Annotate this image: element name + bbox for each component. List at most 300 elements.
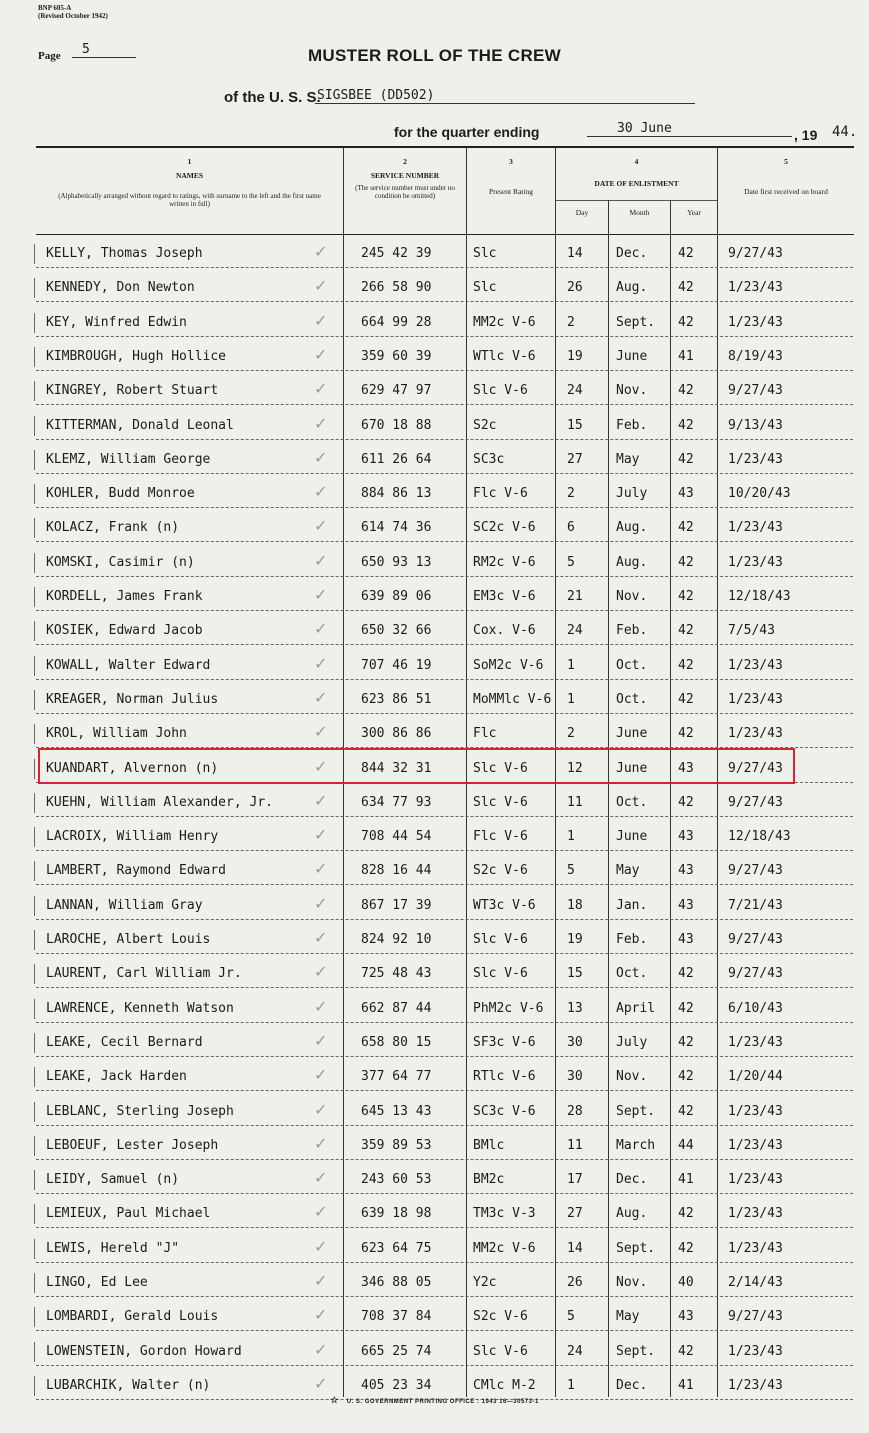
row-rule — [36, 816, 853, 817]
service-number: 266 58 90 — [361, 280, 432, 296]
enlist-month: Sept. — [616, 1343, 656, 1359]
header-names-title: NAMES — [175, 171, 204, 180]
present-rating: RM2c V-6 — [473, 554, 536, 570]
enlist-year: 42 — [678, 1206, 694, 1222]
service-number: 623 86 51 — [361, 691, 432, 707]
enlist-month: April — [616, 1000, 656, 1016]
enlist-day: 27 — [567, 451, 583, 467]
service-number: 405 23 34 — [361, 1377, 432, 1393]
service-number: 708 37 84 — [361, 1309, 432, 1325]
date-received: 7/5/43 — [728, 623, 775, 639]
printing-office-footer — [0, 1395, 869, 1406]
present-rating: S2c V-6 — [473, 863, 528, 879]
row-margin-mark — [34, 999, 35, 1019]
check-mark-icon: ✓ — [314, 996, 328, 1016]
table-row — [36, 444, 853, 474]
header-enlist-num: 4 — [634, 157, 639, 166]
highlighted-row-box — [38, 748, 795, 784]
present-rating: Y2c — [473, 1275, 497, 1290]
enlist-month: Aug. — [616, 1206, 648, 1222]
enlist-month: July — [616, 1034, 648, 1050]
enlist-year: 43 — [678, 486, 694, 502]
service-number: 650 32 66 — [361, 623, 432, 639]
table-row — [36, 1096, 853, 1126]
header-enlist — [556, 158, 717, 188]
enlist-year: 42 — [678, 623, 694, 639]
header-service-note: (The service number must under no condition be omitted) — [355, 184, 455, 200]
header-received — [718, 158, 854, 196]
date-received: 1/23/43 — [728, 520, 783, 536]
check-mark-icon: ✓ — [314, 1133, 328, 1153]
present-rating: S2c — [473, 417, 497, 433]
enlist-year: 43 — [678, 932, 694, 947]
date-received: 1/23/43 — [728, 726, 783, 742]
service-number: 346 88 05 — [361, 1275, 432, 1290]
crew-name: KELLY, Thomas Joseph — [46, 246, 203, 261]
check-mark-icon: ✓ — [314, 413, 328, 433]
present-rating: Flc — [473, 726, 497, 742]
date-received: 9/27/43 — [728, 794, 783, 810]
service-number: 650 93 13 — [361, 554, 432, 570]
enlist-year: 43 — [678, 1309, 694, 1325]
row-rule — [36, 1296, 853, 1297]
row-margin-mark — [34, 1239, 35, 1259]
row-margin-mark — [34, 1307, 35, 1327]
crew-name: LEMIEUX, Paul Michael — [46, 1206, 211, 1222]
service-number: 629 47 97 — [361, 383, 432, 399]
row-rule — [36, 1125, 853, 1126]
enlist-day: 5 — [567, 554, 575, 570]
present-rating: Cox. V-6 — [473, 623, 536, 639]
row-rule — [36, 1022, 853, 1023]
service-number: 670 18 88 — [361, 417, 432, 433]
row-margin-mark — [34, 1204, 35, 1224]
enlist-day: 24 — [567, 1343, 583, 1359]
check-mark-icon: ✓ — [314, 722, 328, 742]
footer-text: U. S. GOVERNMENT PRINTING OFFICE : 1943 16—30573-1 — [346, 1399, 539, 1405]
crew-name: KUANDART, Alvernon (n) — [46, 760, 219, 776]
table-row — [36, 650, 853, 680]
date-received: 8/19/43 — [728, 348, 783, 364]
enlist-day: 13 — [567, 1000, 583, 1016]
present-rating: CMlc M-2 — [473, 1377, 536, 1393]
enlist-day: 26 — [567, 1275, 583, 1290]
date-received: 1/23/43 — [728, 451, 783, 467]
service-number: 611 26 64 — [361, 451, 432, 467]
enlist-day: 2 — [567, 314, 575, 330]
row-rule — [36, 1193, 853, 1194]
header-service — [344, 158, 466, 200]
header-names — [36, 158, 343, 208]
check-mark-icon: ✓ — [314, 447, 328, 467]
service-number: 614 74 36 — [361, 520, 432, 536]
service-number: 645 13 43 — [361, 1103, 432, 1119]
row-margin-mark — [34, 553, 35, 573]
enlist-day: 14 — [567, 1240, 583, 1256]
date-received: 9/27/43 — [728, 760, 783, 776]
row-rule — [36, 713, 853, 714]
present-rating: Flc V-6 — [473, 486, 528, 502]
row-margin-mark — [34, 347, 35, 367]
date-received: 9/27/43 — [728, 1309, 783, 1325]
row-margin-mark — [34, 1170, 35, 1190]
crew-name: LEBOEUF, Lester Joseph — [46, 1137, 219, 1153]
present-rating: PhM2c V-6 — [473, 1000, 544, 1016]
table-row — [36, 1336, 853, 1366]
table-row — [36, 993, 853, 1023]
service-number: 708 44 54 — [361, 829, 432, 845]
ship-label: of the U. S. S. — [224, 89, 321, 106]
date-received: 1/23/43 — [728, 1240, 783, 1256]
enlist-day: 15 — [567, 966, 583, 982]
header-received-title: Date first received on board — [744, 187, 828, 196]
check-mark-icon: ✓ — [314, 242, 328, 261]
check-mark-icon: ✓ — [314, 1236, 328, 1256]
present-rating: BM2c — [473, 1172, 505, 1188]
enlist-month: June — [616, 726, 648, 742]
enlist-year: 42 — [678, 520, 694, 536]
row-margin-mark — [34, 313, 35, 333]
present-rating: SC2c V-6 — [473, 520, 536, 536]
row-rule — [36, 1330, 853, 1331]
table-row — [36, 307, 853, 337]
table-row — [36, 1130, 853, 1160]
page-label: Page — [38, 50, 61, 62]
present-rating: MM2c V-6 — [473, 314, 536, 330]
enlist-day: 1 — [567, 829, 575, 845]
service-number: 707 46 19 — [361, 657, 432, 673]
row-margin-mark — [34, 1102, 35, 1122]
table-row — [36, 410, 853, 440]
check-mark-icon: ✓ — [314, 962, 328, 982]
check-mark-icon: ✓ — [314, 276, 328, 296]
header-rating-title: Present Rating — [489, 187, 533, 196]
table-row — [36, 821, 853, 851]
enlist-month: June — [616, 348, 648, 364]
row-rule — [36, 850, 853, 851]
enlist-day: 5 — [567, 1309, 575, 1325]
row-margin-mark — [34, 690, 35, 710]
service-number: 243 60 53 — [361, 1172, 432, 1188]
header-service-num: 2 — [403, 157, 407, 166]
date-received: 1/23/43 — [728, 657, 783, 673]
date-received: 9/27/43 — [728, 246, 783, 261]
date-received: 12/18/43 — [728, 589, 791, 604]
enlist-month: Dec. — [616, 246, 648, 261]
check-mark-icon: ✓ — [314, 928, 328, 947]
header-enlist-day: Day — [575, 208, 589, 217]
date-received: 7/21/43 — [728, 897, 783, 913]
present-rating: S2c V-6 — [473, 1309, 528, 1325]
enlist-month: Aug. — [616, 520, 648, 536]
crew-name: LAWRENCE, Kenneth Watson — [46, 1000, 234, 1016]
header-rating — [467, 158, 555, 196]
enlist-month: Oct. — [616, 966, 648, 982]
enlist-day: 27 — [567, 1206, 583, 1222]
date-received: 1/23/43 — [728, 1137, 783, 1153]
present-rating: Slc V-6 — [473, 794, 528, 810]
enlist-year: 42 — [678, 246, 694, 261]
check-mark-icon: ✓ — [314, 1099, 328, 1119]
table-row — [36, 512, 853, 542]
crew-name: KLEMZ, William George — [46, 451, 211, 467]
row-margin-mark — [34, 930, 35, 950]
enlist-day: 6 — [567, 520, 575, 536]
enlist-month: May — [616, 451, 640, 467]
row-margin-mark — [34, 1376, 35, 1396]
present-rating: MoMMlc V-6 — [473, 691, 552, 707]
present-rating: SC3c — [473, 451, 505, 467]
table-row — [36, 341, 853, 371]
service-number: 639 89 06 — [361, 589, 432, 604]
table-row — [36, 1301, 853, 1331]
date-received: 12/18/43 — [728, 829, 791, 845]
present-rating: SoM2c V-6 — [473, 657, 544, 673]
enlist-year: 42 — [678, 554, 694, 570]
enlist-year: 42 — [678, 1069, 694, 1085]
present-rating: SC3c V-6 — [473, 1103, 536, 1119]
check-mark-icon: ✓ — [314, 1168, 328, 1188]
table-row — [36, 1267, 853, 1297]
row-margin-mark — [34, 861, 35, 881]
crew-name: KOSIEK, Edward Jacob — [46, 623, 203, 639]
enlist-year: 42 — [678, 966, 694, 982]
enlist-month: Nov. — [616, 1069, 648, 1085]
enlist-month: June — [616, 829, 648, 845]
enlist-year: 42 — [678, 691, 694, 707]
crew-name: LINGO, Ed Lee — [46, 1275, 148, 1290]
crew-name: KORDELL, James Frank — [46, 589, 203, 604]
enlist-year: 42 — [678, 1103, 694, 1119]
enlist-year: 43 — [678, 897, 694, 913]
table-row — [36, 855, 853, 885]
crew-name: LUBARCHIK, Walter (n) — [46, 1377, 211, 1393]
header-received-num: 5 — [784, 157, 788, 166]
check-mark-icon: ✓ — [314, 1305, 328, 1325]
enlist-sub-rule — [555, 200, 717, 201]
enlist-day: 5 — [567, 863, 575, 879]
table-row — [36, 1164, 853, 1194]
date-received: 9/27/43 — [728, 932, 783, 947]
document-title: MUSTER ROLL OF THE CREW — [307, 46, 562, 65]
check-mark-icon: ✓ — [314, 825, 328, 845]
row-rule — [36, 267, 853, 268]
table-row — [36, 1061, 853, 1091]
enlist-month: Oct. — [616, 794, 648, 810]
row-rule — [36, 644, 853, 645]
date-received: 1/23/43 — [728, 1206, 783, 1222]
date-received: 6/10/43 — [728, 1000, 783, 1016]
service-number: 867 17 39 — [361, 897, 432, 913]
row-rule — [36, 507, 853, 508]
date-received: 10/20/43 — [728, 486, 791, 502]
date-received: 1/23/43 — [728, 1343, 783, 1359]
table-row — [36, 238, 853, 268]
row-margin-mark — [34, 1136, 35, 1156]
year-prefix: , 19 — [794, 127, 818, 143]
check-mark-icon: ✓ — [314, 687, 328, 707]
enlist-year: 42 — [678, 657, 694, 673]
row-margin-mark — [34, 416, 35, 436]
row-rule — [36, 1056, 853, 1057]
crew-name: LOWENSTEIN, Gordon Howard — [46, 1343, 242, 1359]
row-margin-mark — [34, 1342, 35, 1362]
enlist-day: 2 — [567, 726, 575, 742]
service-number: 664 99 28 — [361, 314, 432, 330]
row-margin-mark — [34, 518, 35, 538]
enlist-month: Sept. — [616, 314, 656, 330]
present-rating: Slc V-6 — [473, 383, 528, 399]
row-rule — [36, 610, 853, 611]
crew-name: KENNEDY, Don Newton — [46, 280, 195, 296]
enlist-year: 41 — [678, 1377, 694, 1393]
crew-name: KOHLER, Budd Monroe — [46, 486, 195, 502]
check-mark-icon: ✓ — [314, 482, 328, 502]
quarter-date: 30 June — [587, 121, 792, 137]
present-rating: MM2c V-6 — [473, 1240, 536, 1256]
enlist-day: 19 — [567, 932, 583, 947]
table-row — [36, 615, 853, 645]
date-received: 1/23/43 — [728, 554, 783, 570]
check-mark-icon: ✓ — [314, 1373, 328, 1393]
row-margin-mark — [34, 484, 35, 504]
table-row — [36, 718, 853, 748]
header-enlist-title: DATE OF ENLISTMENT — [594, 179, 679, 188]
service-number: 662 87 44 — [361, 1000, 432, 1016]
enlist-day: 21 — [567, 589, 583, 604]
row-margin-mark — [34, 793, 35, 813]
enlist-year: 42 — [678, 280, 694, 296]
date-received: 1/20/44 — [728, 1069, 783, 1085]
table-top-rule — [36, 146, 854, 148]
enlist-day: 11 — [567, 1137, 583, 1153]
date-received: 1/23/43 — [728, 280, 783, 296]
form-id — [38, 4, 108, 20]
row-margin-mark — [34, 1273, 35, 1293]
header-enlist-month: Month — [629, 208, 650, 217]
enlist-month: Oct. — [616, 691, 648, 707]
enlist-month: Aug. — [616, 280, 648, 296]
date-received: 1/23/43 — [728, 691, 783, 707]
service-number: 634 77 93 — [361, 794, 432, 810]
enlist-month: Sept. — [616, 1103, 656, 1119]
enlist-day: 28 — [567, 1103, 583, 1119]
check-mark-icon: ✓ — [314, 550, 328, 570]
row-margin-mark — [34, 278, 35, 298]
row-rule — [36, 1227, 853, 1228]
present-rating: Slc — [473, 280, 497, 296]
row-rule — [36, 1262, 853, 1263]
row-margin-mark — [34, 621, 35, 641]
row-rule — [36, 1365, 853, 1366]
row-rule — [36, 679, 853, 680]
enlist-day: 24 — [567, 383, 583, 399]
enlist-day: 26 — [567, 280, 583, 296]
enlist-day: 24 — [567, 623, 583, 639]
present-rating: Flc V-6 — [473, 829, 528, 845]
enlist-year: 42 — [678, 417, 694, 433]
enlist-day: 17 — [567, 1172, 583, 1188]
crew-name: KREAGER, Norman Julius — [46, 691, 219, 707]
crew-name: KROL, William John — [46, 726, 187, 742]
row-rule — [36, 987, 853, 988]
table-row — [36, 375, 853, 405]
enlist-year: 42 — [678, 1034, 694, 1050]
service-number: 844 32 31 — [361, 760, 432, 776]
present-rating: TM3c V-3 — [473, 1206, 536, 1222]
row-margin-mark — [34, 896, 35, 916]
row-rule — [36, 370, 853, 371]
enlist-day: 1 — [567, 691, 575, 707]
table-row — [36, 787, 853, 817]
present-rating: Slc V-6 — [473, 1343, 528, 1359]
form-revised: (Revised October 1942) — [38, 12, 108, 20]
enlist-year: 43 — [678, 760, 694, 776]
row-rule — [36, 1090, 853, 1091]
row-rule — [36, 301, 853, 302]
crew-name: LEBLANC, Sterling Joseph — [46, 1103, 234, 1119]
date-received: 1/23/43 — [728, 1172, 783, 1188]
enlist-month: Aug. — [616, 554, 648, 570]
crew-name: LEIDY, Samuel (n) — [46, 1172, 180, 1188]
quarter-label: for the quarter ending — [394, 124, 540, 140]
present-rating: Slc — [473, 246, 497, 261]
crew-name: KOMSKI, Casimir (n) — [46, 554, 195, 570]
row-rule — [36, 953, 853, 954]
table-row — [36, 478, 853, 508]
service-number: 359 60 39 — [361, 348, 432, 364]
enlist-day: 18 — [567, 897, 583, 913]
enlist-month: Feb. — [616, 417, 648, 433]
check-mark-icon: ✓ — [314, 585, 328, 604]
row-rule — [36, 884, 853, 885]
header-service-title: SERVICE NUMBER — [370, 171, 440, 180]
crew-name: LAURENT, Carl William Jr. — [46, 966, 242, 982]
present-rating: WTlc V-6 — [473, 348, 536, 364]
enlist-month: May — [616, 863, 640, 879]
enlist-month: June — [616, 760, 648, 776]
row-margin-mark — [34, 244, 35, 264]
row-rule — [36, 541, 853, 542]
row-margin-mark — [34, 1033, 35, 1053]
service-number: 884 86 13 — [361, 486, 432, 502]
form-number: BNP 605-A — [38, 4, 72, 12]
header-rating-num: 3 — [509, 157, 513, 166]
check-mark-icon: ✓ — [314, 1339, 328, 1359]
enlist-day: 19 — [567, 348, 583, 364]
table-row — [36, 890, 853, 920]
service-number: 245 42 39 — [361, 246, 432, 261]
present-rating: EM3c V-6 — [473, 589, 536, 604]
check-mark-icon: ✓ — [314, 790, 328, 810]
table-row — [36, 958, 853, 988]
enlist-year: 42 — [678, 1343, 694, 1359]
present-rating: WT3c V-6 — [473, 897, 536, 913]
table-row — [36, 684, 853, 714]
row-margin-mark — [34, 381, 35, 401]
enlist-day: 1 — [567, 1377, 575, 1393]
service-number: 725 48 43 — [361, 966, 432, 982]
enlist-month: Sept. — [616, 1240, 656, 1256]
table-row — [36, 1027, 853, 1057]
row-rule — [36, 576, 853, 577]
row-rule — [36, 439, 853, 440]
check-mark-icon: ✓ — [314, 1065, 328, 1085]
check-mark-icon: ✓ — [314, 344, 328, 364]
enlist-day: 14 — [567, 246, 583, 261]
enlist-year: 42 — [678, 794, 694, 810]
service-number: 639 18 98 — [361, 1206, 432, 1222]
